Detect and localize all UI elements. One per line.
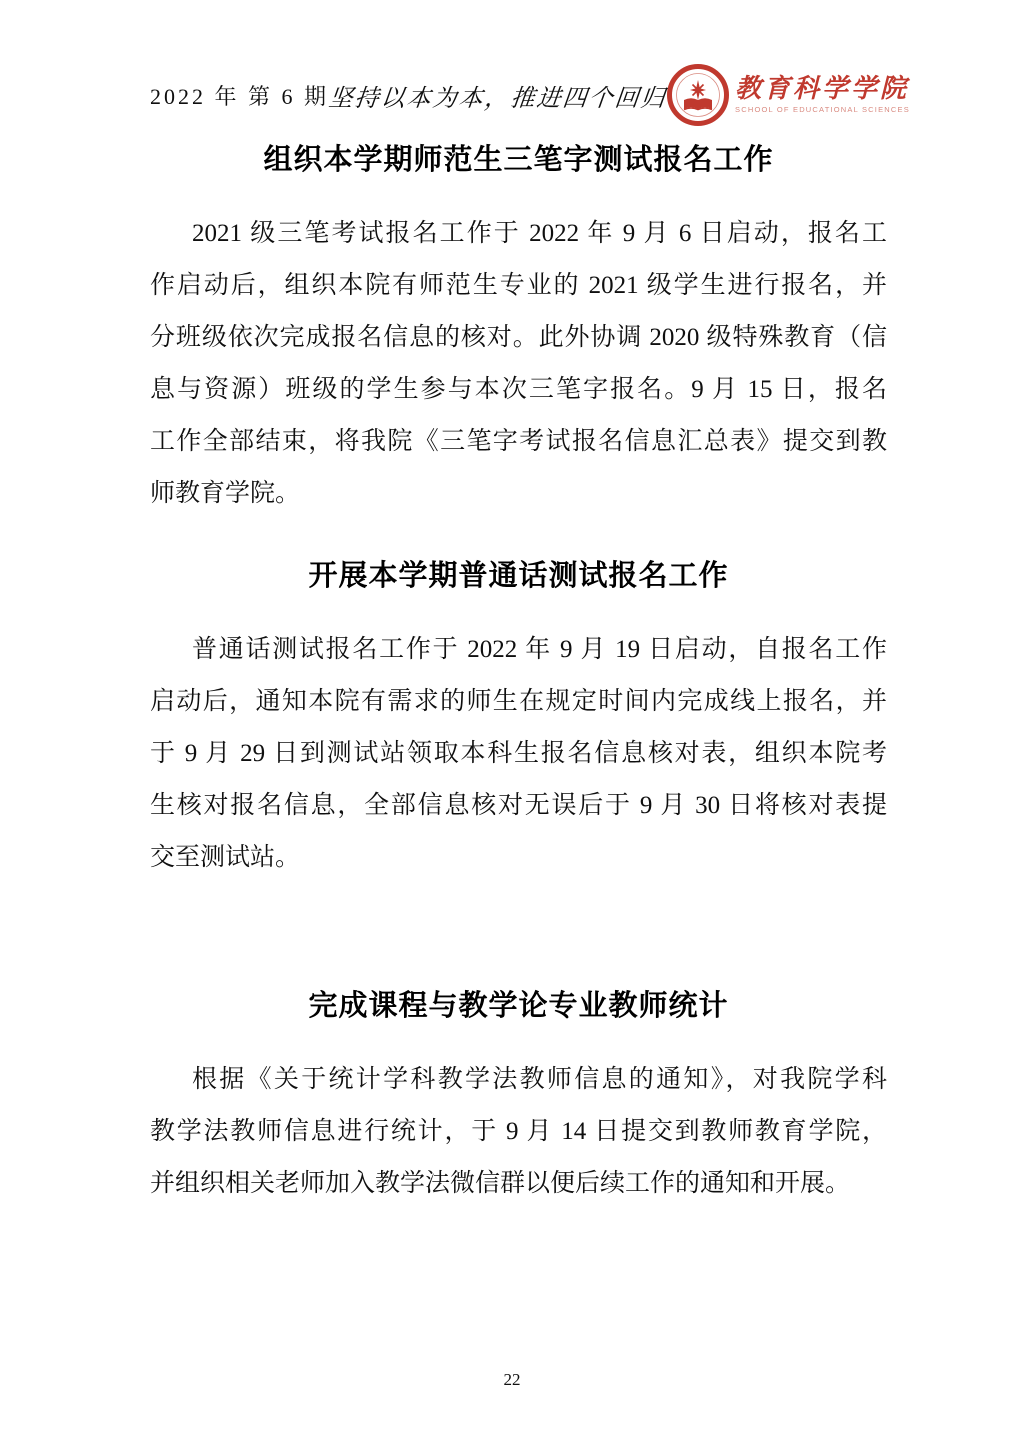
text-line: 根据《关于统计学科教学法教师信息的通知》，对我院学科 xyxy=(192,1066,887,1093)
text-line: 普通话测试报名工作于 2022 年 9 月 19 日启动，自报名工作 xyxy=(192,636,887,663)
text-line: 2021 级三笔考试报名工作于 2022 年 9 月 6 日启动，报名工 xyxy=(192,220,887,247)
section-title: 完成课程与教学论专业教师统计 xyxy=(308,990,729,1022)
logo-text xyxy=(735,76,910,114)
text-line: 息与资源）班级的学生参与本次三笔字报名。9 月 15 日，报名 xyxy=(150,376,887,403)
header-slogan: 坚持以本为本，推进四个回归 xyxy=(327,85,669,112)
college-logo xyxy=(667,64,910,126)
college-emblem-icon xyxy=(667,64,729,126)
logo-title: 教育科学学院 xyxy=(735,74,910,104)
paragraph xyxy=(150,1054,887,1210)
section-title: 组织本学期师范生三笔字测试报名工作 xyxy=(263,144,774,176)
text-line: 工作全部结束，将我院《三笔字考试报名信息汇总表》提交到教 xyxy=(150,428,887,455)
text-line: 于 9 月 29 日到测试站领取本科生报名信息核对表，组织本院考 xyxy=(150,740,887,767)
page-header xyxy=(150,62,910,128)
page-footer xyxy=(0,1370,1024,1390)
paragraph xyxy=(150,624,887,884)
text-line: 并组织相关老师加入教学法微信群以便后续工作的通知和开展。 xyxy=(150,1170,851,1197)
logo-subtitle: SCHOOL OF EDUCATIONAL SCIENCES xyxy=(735,105,910,115)
issue-label: 2022 年 第 6 期 xyxy=(150,83,330,109)
text-line: 交至测试站。 xyxy=(150,844,301,871)
text-line: 生核对报名信息，全部信息核对无误后于 9 月 30 日将核对表提 xyxy=(150,792,887,819)
document-body xyxy=(150,128,887,1210)
text-line: 师教育学院。 xyxy=(150,480,301,507)
text-line: 分班级依次完成报名信息的核对。此外协调 2020 级特殊教育（信 xyxy=(150,324,887,351)
paragraph xyxy=(150,208,887,520)
text-line: 启动后，通知本院有需求的师生在规定时间内完成线上报名，并 xyxy=(150,688,887,715)
page-number: 22 xyxy=(503,1370,521,1389)
section-title: 开展本学期普通话测试报名工作 xyxy=(308,560,729,592)
text-line: 教学法教师信息进行统计，于 9 月 14 日提交到教师教育学院， xyxy=(150,1118,887,1145)
text-line: 作启动后，组织本院有师范生专业的 2021 级学生进行报名，并 xyxy=(150,272,887,299)
